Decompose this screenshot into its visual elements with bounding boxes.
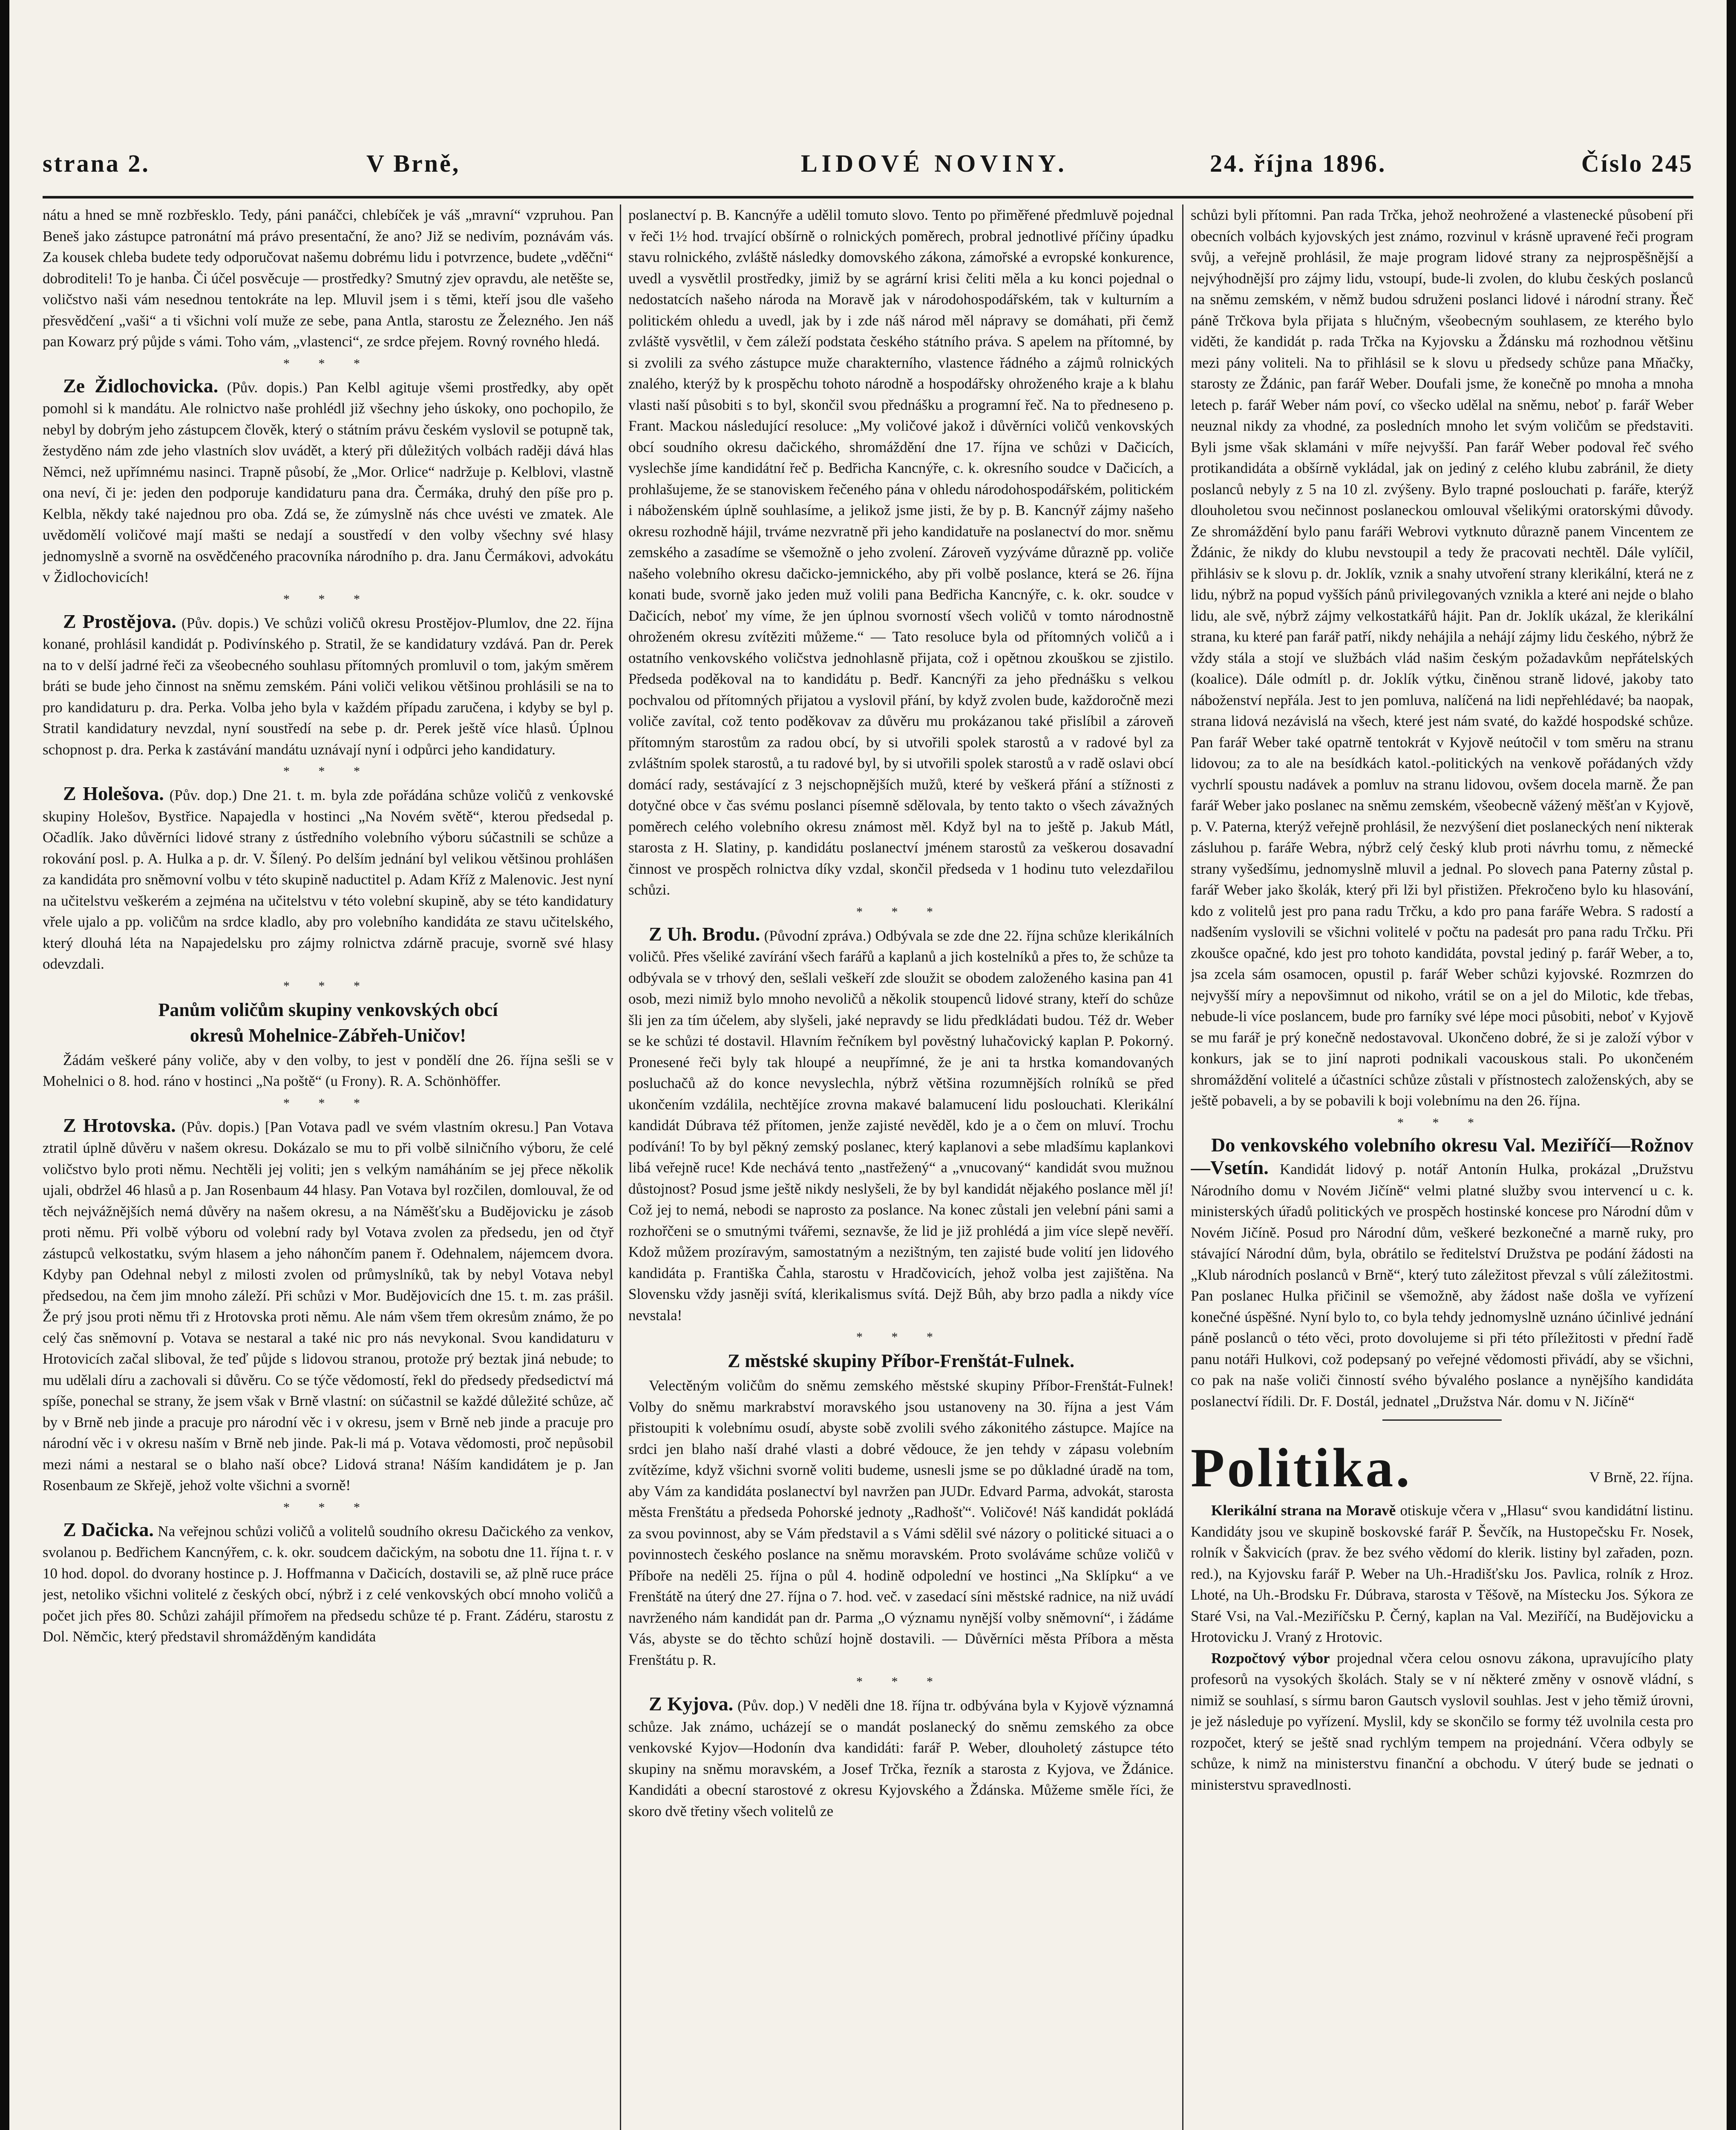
separator-stars: * * * — [283, 1096, 373, 1110]
article-heading: Z Hrotovska. — [63, 1114, 176, 1136]
article-heading: Z Kyjova. — [649, 1693, 734, 1715]
scan-border-right — [1727, 0, 1736, 2130]
notice-body: Velectěným voličům do sněmu zemského městské skupiny Příbor-Frenštát-Fulnek! Volby do sněmu markrabství moravského jsou ustanoveny na 30. října a jest Vám přistoupiti k volebnímu osudí, abyste sobě zvolili svého zákonitého zástupce. Majíce na srdci jen blaho naší drahé vlasti a dobré vědouce, že jen tehdy v zápasu volebním zvítězíme, když všichni svorně voliti budeme, usnesli jsme se po důkladné úradě na tom, aby Vám za kandidáta poslanectví byl navržen pan JUDr. Edvard Parma, advokát, starosta města Frenštátu a předseda Pohorské jednoty „Radhošť“. Voličové! Náš kandidát pokládá za svou povinnost, aby se Vám představil a s Vámi sdělil své názory o politické situaci a o povinnostech českého poslance na sněmu moravském. Proto svoláváme schůze voličů v Příboře na neděli 25. října o půl 4. hodině odpolední ve hostinci „Na Sklípku“ a ve Frenštátě na úterý dne 27. října o 7. hod. več. v zasedací síni městské radnice, na niž uvádí navrženého nám kandidát pan dr. Parma „O významu nynější volby sněmovní“, i žádáme Vás, abyste se do těchto schůzí hojně dostavili. — Důvěrníci města Příbora a města Frenštátu p. R. — [628, 1377, 1174, 1668]
article-body: (Pův. dopis.) Ve schůzi voličů okresu Prostějov-Plumlov, dne 22. října konané, prohlásil kandidát p. Podivínského p. Stratil, že se kandidatury vzdává. Pan dr. Perek na to v delší jadrné řeči za všeobecného souhlasu přítomných promluvil o tom, jakým směrem bráti se bude jeho činnost na sněmu zemském. Páni voliči velikou většinou prohlásili se na to pro kandidaturu p. dra. Perka. Volba jeho byla v každém případu zaručena, i kdyby se byl p. Stratil kandidatury nevzdal, nyní soustředí na sebe p. dr. Perek ještě více hlasů. Úplnou schopnost p. dra. Perka k zastávání mandátu uznávají nyní i odpůrci jeho kandidatury. — [43, 614, 613, 758]
separator-stars: * * * — [283, 356, 373, 371]
article — [1191, 1134, 1693, 1412]
article-body: otiskuje včera v „Hlasu“ svou kandidátní listinu. Kandidáty jsou ve skupině boskovské farář P. Ševčík, na Hustopečsku Fr. Nosek, rolník v Šakvicích (prav. že bez svého vědomí do klerik. listiny byl zařaden, pozn. red.), na Kyjovsku farář P. Weber na Uh.-Hradišťsku Jos. Pavlica, rolník z Hroz. Lhoté, na Uh.-Brodsku Fr. Dúbrava, starosta v Těšově, na Místecku Jos. Sýkora ze Staré Vsi, na Val.-Meziříčsku P. Černý, kaplan na Val. Meziříčí, na Budějovicku a Hrotovicku J. Vraný z Hrotovic. — [1191, 1502, 1693, 1645]
notice-heading-line2: okresů Mohelnice-Zábřeh-Uničov! — [190, 1025, 466, 1046]
newspaper-title: LIDOVÉ NOVINY. — [801, 150, 1068, 177]
article — [628, 1693, 1174, 1822]
article — [43, 1519, 613, 1647]
section-title-politika: Politika. — [1191, 1437, 1412, 1499]
article-body: Kandidát lidový p. notář Antonín Hulka, prokázal „Družstvu Národního domu v Novém Jičíně“ velmi platné služby svou intervencí u c. k. ministerských úřadů politických ve prospěch hostinské koncese pro Národní dům v Novém Jičíně. Posud pro Národní dům, veškeré bezkonečné a marně ruky, pro stávající Národní dům, byla, obrátilo se ředitelství Družstva pe podání žádosti na „Klub národních poslanců v Brně“, který tuto záležitost převzal s vůlí záležitostmi. Pan poslanec Hulka přičinil se všemožně, aby žádost naše došla ve vyřízení konečné úspěšné. Nyní bylo to, co byla tehdy jednomyslně uznáno účinlivé jednání páně poslanců o této věci, proto dovolujeme si při této příležitosti v přední řadě panu notáři Hulkovi, což podepsaný po veřejné vědomosti přivádí, aby se všichni, co pak na naše voliči činností svého bývalého poslance a nynějšího kandidáta poslanectví řídili. Dr. F. Dostál, jednatel „Družstva Nár. domu v N. Jičíně“ — [1191, 1161, 1693, 1410]
article-body: (Původní zpráva.) Odbývala se zde dne 22. října schůze klerikálních voličů. Přes všeliké zavírání všech farářů a kaplanů a jich kostelníků a přes to, že schůze ta odbývala se v trhový den, sešlali veškeří zde sloužit se obodem založeného kasina pan 41 osob, mezi nimiž bylo mnoho nevoličů a několik stoupenců lidové strany, kteří do schůze šli jen za tím účelem, aby slyšeli, jaké nepravdy se lidu předkládati budou. Též dr. Weber se ke schůzi té dostavil. Hlavním řečníkem byl pověstný luhačovický kaplan P. Pokorný. Pronesené řeči byly tak hloupé a neupřímné, že je ani ta hrstka komandovaných posluchačů až do konce nevyslechla, nýbrž většina rozumnějších rolníků se před ukončením vzdálila, nechtějíce zrovna makavé balamucení lidu poslouchati. Klerikální kandidát Dúbrava též přítomen, jenže zajisté nevěděl, kdo je a o čem on mluví. Trochu podívání! To by byl pěkný zemský poslanec, který kaplanovi a sebe mladšímu kaplankovi libá veřejně ruce! Kde nechává tento „nastřežený“ a „vnucovaný“ kandidát svou mužnou důstojnost? Posud jsme ještě nikdy neslyšeli, že by byl kandidát nějakého poslance měl jí! Což jej to nemá, nebodi se naprosto za poslance. Na konec zůstali jen velební páni sami a rozhořčeni se o smutnými tvářemi, seznavše, že lid je již prohlédá a jim více slepě nevěří. Kdož můžem prozíravým, samostatným a nezištným, ten zajisté bude volití jen lidového kandidáta p. Františka Čahla, starostu v Hradčovicích, jehož volba jest zajištěna. Na Slovensku vždy jasněji svítá, klerikalismus svítá. Dejž Bůh, aby brzo padla a nikdy více nevstala! — [628, 927, 1174, 1324]
notice-body: Žádám veškeré pány voliče, aby v den volby, to jest v pondělí dne 26. října sešli se v Mohelnici o 8. hod. ráno v hostinci „Na poště“ (u Frony). R. A. Schönhöffer. — [43, 1051, 613, 1089]
section-rule — [1382, 1419, 1502, 1421]
article-body: (Pův. dop.) Dne 21. t. m. byla zde pořádána schůze voličů z venkovské skupiny Holešov, Bystřice. Napajedla v hostinci „Na Novém světě“, kterou předsedal p. Očadlík. Jako důvěrníci lidové strany z ústředního volebního výboru súčastnili se schůze a rokování posl. p. A. Hulka a p. dr. V. Šílený. Po delším jednání byl velikou většinou prohlášen za kandidáta pro sněmovní volbu v této skupině naductitel p. Adam Kříž z Malenovic. Jest nyní na učitelstvu veškerém a zejména na učitelstvu v této volební skupině, aby se této kandidatury vřele ujalo a pp. voličům na srdce kladlo, aby pro volebního kandidáta ze stavu učitelského, který dlouhá léta na Napajedelsku pro zájmy rolnictva zdárně pracuje, svorně své hlasy odevzdali. — [43, 787, 613, 972]
article — [43, 611, 613, 760]
separator-stars: * * * — [283, 764, 373, 778]
article-body: (Pův. dopis.) Pan Kelbl agituje všemi prostředky, aby opět pomohl si k mandátu. Ale rolnictvo naše prohlédl již všechny jeho úskoky, ono pochopilo, že nebyl by dobrým jeho zástupcem člověk, který o státním právu českém vyslovil se potupně tak, žestyděno nám zde jeho vlastních slov uvádět, a který při důležitých volbách raději dává hlas Němci, než upřímnému nasinci. Trapně působí, že „Mor. Orlice“ nadržuje p. Kelblovi, vlastně ona neví, či je: jeden den podporuje kandidaturu pana dra. Čermáka, druhý den píše pro p. Kelbla, někdy také najednou pro oba. Zdá se, že zúmyslně nás chce uvésti ve zmatek. Ale uvědomělí voličové mají mašti se nedají a soustředí v den volby všechny své hlasy jednomyslně a svorně na osvědčeného pracovníka národního p. dra. Janu Čermákovi, advokátu v Židlochovicích! — [43, 379, 613, 585]
page-number: strana 2. — [43, 150, 150, 177]
article-heading: Rozpočtový výbor — [1211, 1649, 1330, 1667]
article — [628, 924, 1174, 1326]
scan-border-left — [0, 0, 9, 2130]
article-continuation: schůzi byli přítomni. Pan rada Trčka, jehož neohrožené a vlastenecké působení při obecních volbách kyjovských jest známo, rozvinul v krásně upravené řeči program svůj, a veřejně prohlásil, že maje program lidové strany za nejprospěšnější a nejvýhodnější pro zájmy lidu, vstoupí, bude-li zvolen, do klubu českých poslanců na sněmu zemském, v němž budou sdruženi poslanci lidové i národní strany. Řeč páně Trčkova byla přijata s hlučným, všeobecným souhlasem, ze kterého bylo viděti, že kandidát p. rada Trčka na Kyjovsku a Ždánsku má rozhodnou většinu mezi pány voliteli. Na to přihlásil se k slovu u předsedy schůze pana Mňačky, starosty ze Ždánic, pan farář Weber. Doufali jsme, že konečně po mnoha a mnoha letech p. farář Weber nám poví, co všecko udělal na sněmu, neboť p. farář Weber neuznal nikdy za vhodné, za posledních mnoho let svým voličům se představiti. Byli jsme však sklamáni v míře nejvyšší. Pan farář Weber podoval řeč svého protikandidáta a obšírně vykládal, jak on jediný z celého klubu zabránil, že diety poslanců nebyly z 5 na 10 zl. zvýšeny. Bylo trapné poslouchati p. faráře, kterýž dlouholetou svou nečinnost poslaneckou omlouval všelikými oratorskými důvody. Ze shromáždění bylo panu faráři Webrovi vytknuto důrazně panem Vincentem ze Ždánic, že nikdy do klubu nevstoupil a tedy že pracovati nechtěl. Dále vylíčil, přihlásiv se k slovu p. dr. Joklík, vznik a snahy utvoření strany klerikální, která ne z lidu, nýbrž na popud vyšších pánů privilegovaných vznikla a které ani nejde o blaho lidu, ale svě, nýbrž zájmy velkostatkářů hájit. Pan dr. Joklík ukázal, že klerikální strana, ku které pan farář patří, nikdy nehájila a nehájí zájmy lidu českého, nýbrž že vždy stála a stojí ve službách vlád našim českým požadavkům nepřátelských (koalice). Dále odmítl p. dr. Joklík výtku, činěnou straně lidové, jakoby tato náboženství nepřála. Jest to jen pomluva, nalíčená na lidi nepřehlédavé; ba naopak, strana lidová nezávislá na všech, které jest nám svaté, do každé hospodské schůze. Pan farář Weber také opatrně tentokrát v Kyjově neútočil v tom směru na stranu lidovou; za to ale na besídkách katol.-politických na venkově pořádaných vždy vychrlí spoustu nadávek a pomluv na stranu lidovou, ovšem docela marně. Že pan farář Weber jako poslanec na sněmu zemském, všeobecně vážený měšťan v Kyjově, p. V. Paterna, kterýž veřejně prohlásil, že nezvýšení diet poslaneckých není nikterak zásluhou p. faráře Webra, nýbrž celý český klub proti návrhu tomu, z německé strany vyšedšímu, jednomyslně mluvil a jednal. Po slovech pana Paterny zůstal p. farář Weber jako školák, který při lži byl přistižen. Překročeno bylo ku hlasování, kdo z volitelů jest pro pana radu Trčku, a kdo pro pana faráře Webra. S radostí a nadšením vyslovili se všichni volitelé v počtu na padesát pro pana radu Trčku. Při zkoušce opačné, kdo jest pro tohoto kandidáta, povstal jediný p. farář Weber, a to, jsa zcela sám osamocen, opustil p. farář Weber schůzi kyjovské. Rozmrzen do nejvyšší míry a nepovšimnut od nikoho, vrátil se on a jel do Milotic, kde třebas, nebude-li více poslancem, bude pro farníky své lépe moci působiti, neboť v Kyjově se mu farář je prý konečně nedostavoval. Ukončeno dobré, že si je založí výbor v konkurs, jak se to jiní naproti podnikali vacouskous stali. Po ukončeném shromáždění volitelé a účastníci schůze zůstali v přístnostech založenských, aby se ještě pobaveli, a by se pobavili k boji volebnímu na den 26. října. — [1191, 207, 1693, 1109]
column-2 — [628, 204, 1174, 2130]
header-city: V Brně, — [366, 150, 461, 177]
article — [43, 375, 613, 588]
article-body: projednal včera celou osnovu zákona, upravujícího platy profesorů na vysokých školách. Staly se v ní některé změny v osnově vládní, s nimiž se souhlasí, s sírmu baron Gautsch vyslovil souhlas. Jest v jeho těmiž úrovni, je jež následuje po vyřízení. Myslil, kdy se skončilo se formy též uvolnila cesta pro rozpočet, který se ještě snad rychlým tempem na projednání. Včera odbyly se schůze, k nimž na ministerstvu finanční a obchodu. V úterý bude se jednati o ministerstvu spravedlnosti. — [1191, 1649, 1693, 1793]
column-3 — [1191, 204, 1693, 2130]
separator-stars: * * * — [283, 1500, 373, 1514]
column-divider — [1182, 204, 1183, 2130]
article-continuation: poslanectví p. B. Kancnýře a udělil tomuto slovo. Tento po přiměřené předmluvě pojednal v řeči 1½ hod. trvající obšírně o rolnických poměrech, probral jednotlivé příčiny úpadku stavu rolnického, zvláště následky domovského zákona, zámořské a evropské konkurence, uvedl a vysvětlil prostředky, jimiž by se agrární krisi čeliti měla a ku konci pojednal o nedostatcích našeho národa na Moravě jak v národohospodářském, tak v kulturním a politickém ohledu a uvedl, jak by i zde náš národ měl nápravy se domáhati, při čemž zvláště vysvětlil, v čem záleží podstata českého státního práva. S apelem na přítomné, by si zvolili za svého zástupce muže charakterního, vlastence řádného a zájmů rolnických znalého, kterýž by k prospěchu tohoto národně a hospodářsky ohroženého kraje a k blahu vlasti naší působiti s to byl, skončil svou přednášku a programní řeč. Na to předneseno p. Frant. Mackou následující resoluce: „My voličové jakož i důvěrníci voličů venkovských obcí soudního okresu dačického, shromáždění dne 17. října ve schůzi v Dačicích, vyslechše jíme kandidátní řeč p. Bedřicha Kancnýře, c. k. okresního soudce v Dačicích, a prohlašujeme, že se stanoviskem řečeného pána v ohledu národohospodářském, politickém i náboženském úplně souhlasíme, a jelikož jsme jisti, že by p. B. Kancnýř zájmy našeho okresu rozhodně hájil, trváme nezvratně při jeho kandidatuře na poslanectví do mor. sněmu zemského a zasadíme se všemožně o jeho zvolení. Zároveň vyzýváme důrazně pp. voliče našeho volebního okresu dačicko-jemnického, aby při volbě poslance, která se 26. října konati bude, svorně jako jeden muž volili pana Bedřicha Kancnýře, c. k. okr. soudce v Dačicích, neboť my víme, že jen úplnou svorností všech voličů v tomto národnostně ohroženém okresu zvítěziti můžeme.“ — Tato resoluce byla od přítomných voličů a i ostatního venkovského voličstva jednohlasně přijata, což i opětnou zkouškou se zjistilo. Předseda poděkoval na to kandidátu p. Bedř. Kancnýři za jeho přednášku s velkou pochvalou od přítomných přijatou a vyslovil přání, by když zvolen bude, každoročně mezi voliče zavítal, což tento poděkovav za důvěru mu prokázanou také přislíbil a zároveň přítomným starostům za radou obcí, by si utvořili spolek starostů a v radové byl za zvláštním spolek starostů, a tu radové byl, by si utvořili spolek starostů a v radě oslavi obcí domácí rady, sestávající z 3 nejschopnějších mužů, které by veškerá přání a stížnosti z dotyčné obce v čas svému poslanci písemně sdělovala, by tento takto o všech závažných poměrech celého volebního okresu známost měl. Když byl na to ještě p. Jakub Mátl, starosta z H. Slatiny, p. kandidátu poslanectví jménem starostů za veškerou dosavadní činnost ve prospěch rolnictva díky vzdal, skončil předseda v 1 hodinu tuto velezdařilou schůzi. — [628, 207, 1174, 898]
article — [1191, 1648, 1693, 1796]
notice-heading: Panům voličům skupiny venkovských obcí — [158, 999, 498, 1020]
section-dateline: V Brně, 22. října. — [1589, 1469, 1693, 1485]
article-body: (Pův. dop.) V neděli dne 18. října tr. odbývána byla v Kyjově významná schůze. Jak známo, ucházejí se o mandát poslanecký do sněmu zemského za obce venkovské Kyjov—Hodonín dva kandidáti: farář P. Weber, dlouholetý zástupce této skupiny na sněmu moravském, a Josef Trčka, řezník a starosta z Kyjova, ve Ždánice. Kandidáti a obecní starostové z okresu Kyjovského a Ždánska. Můžeme směle říci, že skoro dvě třetiny všech volitelů ze — [628, 1697, 1174, 1819]
column-1 — [43, 204, 613, 2130]
article-heading: Z Dačicka. — [63, 1518, 154, 1540]
article-heading: Z Holešova. — [63, 783, 164, 804]
separator-stars: * * * — [856, 904, 946, 919]
article-heading: Do venkovského volebního okresu Val. Meziříčí—Rožnov—Vsetín. — [1191, 1134, 1693, 1178]
article-heading: Z Prostějova. — [63, 610, 176, 632]
article-heading: Z Uh. Brodu. — [649, 923, 760, 945]
separator-stars: * * * — [283, 979, 373, 993]
separator-stars: * * * — [283, 592, 373, 606]
notice-heading: Z městské skupiny Příbor-Frenštát-Fulnek. — [727, 1350, 1075, 1371]
separator-stars: * * * — [1397, 1115, 1487, 1130]
separator-stars: * * * — [856, 1675, 946, 1689]
article-continuation: nátu a hned se mně rozbřesklo. Tedy, páni panáčci, chlebíček je váš „mravní“ vzpruhou. Pan Beneš jako zástupce patronátní má právo presentační, že ano? Již se nedivím, poznávám vás. Za kousek chleba budete tedy odporučovat našemu dobrému lidu i potvrzence, budete „vděčni“ dobroditeli! To je hanba. Či účel posvěcuje — prostředky? Smutný zjev opravdu, ale netěšte se, voličstvo naši vám nesednou tentokráte na lep. Mluvil jsem i s těmi, kteří jsou dle vašeho přesvědčení „vaši“ a ti všichni volí muže ze sebe, pana Antla, starostu ze Železného. Jen náš pan Kowarz prý půjde s vámi. Toho vám, „vlastenci“, ze srdce přejem. Rovný rovného hledá. — [43, 207, 613, 350]
article — [43, 783, 613, 975]
separator-stars: * * * — [856, 1330, 946, 1344]
article-heading: Ze Židlochovicka. — [63, 374, 219, 397]
column-divider — [620, 204, 621, 2130]
article — [1191, 1500, 1693, 1648]
article-body: (Pův. dopis.) [Pan Votava padl ve svém vlastním okresu.] Pan Votava ztratil úplně důvěru v našem okresu. Dokázalo se mu to při volbě silničního výboru, že celé voličstvo bylo proti němu. Nechtěli jej voliti; jen s velkým namáháním se jej přece několik ujali, obdržel 46 hlasů a p. Jan Rosenbaum 44 hlasy. Pan Votava byl rozčilen, domlouval, že od těch nejvážnějších nemá důvěry na našem okresu, a na Náměšťsku a Budějovicku je zásob proti němu. Při volbě výboru od volební rady byl Votava zvolen za předsedu, jen od čtyř zástupců velkostatku, svým hlasem a jeho náhončím panem ř. Odehnalem, nájemcem dvora. Kdyby pan Odehnal nebyl z milosti zvolen od průmyslníků, tak by nebyl Votava nebyl předsedou, na čem jim mnoho záleží. Při schůzi v Mor. Budějovicích dne 15. t. m. zas prášil. Že prý jsou proti němu tři z Hrotovska proti němu. Ale nám všem třem okresům známo, že po celý čas sněmovní p. Votava se nestaral a také nic pro nás nevykonal. Svou kandidaturu v Hrotovicích začal sliboval, že teď půjde s lidovou stranou, protože prý beztak jiná nebude; to mu udělali díru a zachovali si důvěru. Co se týče vědomostí, řekl do předsedy předsedictví má spíše, ponechal se strany, že jsem však v Brně vlastní: on súčastnil se každé důležité schůze, ač by v Brně neb jinde a pracuje pro národní věc i v okresu, jsem v Brně neb jinde a pracuje pro národní věc i v okresu naším v Brně neb jinde. Pak-li má p. Votava vědomosti, proč nepůsobil mezi námi a nestaral se o blaho naší obce? Lidová strana! Náším kandidátem je p. Jan Rosenbaum ze Skřejě, jehož volte všichni a svorně! — [43, 1118, 613, 1494]
section-header — [1191, 1428, 1693, 1500]
article-heading: Klerikální strana na Moravě — [1211, 1502, 1396, 1519]
header-rule — [43, 196, 1693, 199]
issue-date: 24. října 1896. — [1210, 150, 1387, 177]
article — [43, 1115, 613, 1496]
page-header — [43, 145, 1693, 192]
issue-number: Číslo 245 — [1581, 150, 1693, 177]
article-body: Na veřejnou schůzi voličů a volitelů soudního okresu Dačického za venkov, svolanou p. Bedřichem Kancnýřem, c. k. okr. soudcem dačickým, na sobotu dne 11. října t. r. v 10 hod. dopol. do dvorany hostince p. J. Hoffmanna v Dačicích, dostavili se, až plně ruce práce jest, netoliko všichni volitelé z českých obcí, nýbrž i z celé venkovských obcí mnoho voličů a počet jich přes 80. Schůzi zahájil přímořem na předsedu schůze té p. Frant. Zádéru, starostu z Dol. Němčic, který představil shromážděným kandidáta — [43, 1523, 613, 1645]
